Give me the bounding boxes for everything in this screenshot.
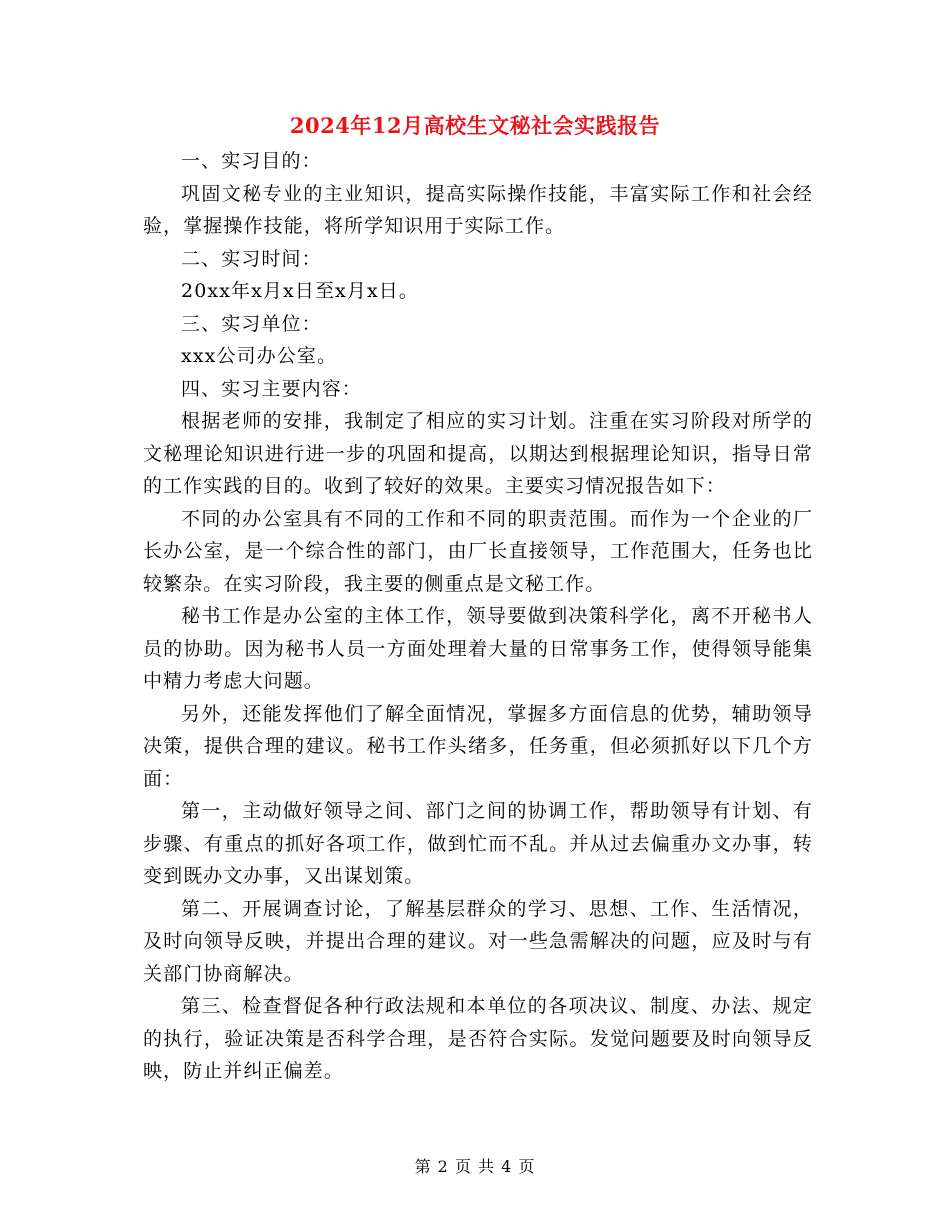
heading-purpose: 一、实习目的：	[181, 150, 322, 172]
paragraph-purpose: 巩固文秘专业的主业知识，提高实际操作技能，丰富实际工作和社会经验，掌握操作技能，将所学知识用于实际工作。	[143, 182, 813, 237]
paragraph-secretary: 秘书工作是办公室的主体工作，领导要做到决策科学化，离不开秘书人员的协助。因为秘书人员一方面处理着大量的日常事务工作，使得领导能集中精力考虑大问题。	[143, 605, 813, 692]
paragraph-office: 不同的办公室具有不同的工作和不同的职责范围。而作为一个企业的厂长办公室，是一个综合性的部门，由厂长直接领导，工作范围大，任务也比较繁杂。在实习阶段，我主要的侧重点是文秘工作。	[143, 507, 813, 595]
document-title: 2024年12月高校生文秘社会实践报告	[289, 113, 661, 138]
heading-unit: 三、实习单位：	[181, 312, 322, 335]
paragraph-plan: 根据老师的安排，我制定了相应的实习计划。注重在实习阶段对所学的文秘理论知识进行进一步的巩固和提高，以期达到根据理论知识，指导日常的工作实践的目的。收到了较好的效果。主要实习情况报告如下：	[143, 410, 813, 497]
document-body	[143, 145, 813, 1088]
paragraph-first: 第一，主动做好领导之间、部门之间的协调工作，帮助领导有计划、有步骤、有重点的抓好各项工作，做到忙而不乱。并从过去偏重办文办事，转变到既办文办事，又出谋划策。	[143, 800, 813, 887]
page-number: 第 2 页 共 4 页	[414, 1157, 536, 1176]
heading-time: 二、实习时间：	[181, 247, 322, 270]
paragraph-second: 第二、开展调查讨论，了解基层群众的学习、思想、工作、生活情况，及时向领导反映，并提出合理的建议。对一些急需解决的问题，应及时与有关部门协商解决。	[143, 897, 813, 985]
paragraph-unit: xxx公司办公室。	[181, 345, 338, 367]
paragraph-third: 第三、检查督促各种行政法规和本单位的各项决议、制度、办法、规定的执行，验证决策是否科学合理，是否符合实际。发觉问题要及时向领导反映，防止并纠正偏差。	[143, 995, 813, 1082]
paragraph-time: 20xx年x月x日至x月x日。	[181, 280, 419, 302]
paragraph-advantages: 另外，还能发挥他们了解全面情况，掌握多方面信息的优势，辅助领导决策，提供合理的建议。秘书工作头绪多，任务重，但必须抓好以下几个方面：	[143, 702, 813, 790]
heading-content: 四、实习主要内容：	[181, 377, 362, 400]
